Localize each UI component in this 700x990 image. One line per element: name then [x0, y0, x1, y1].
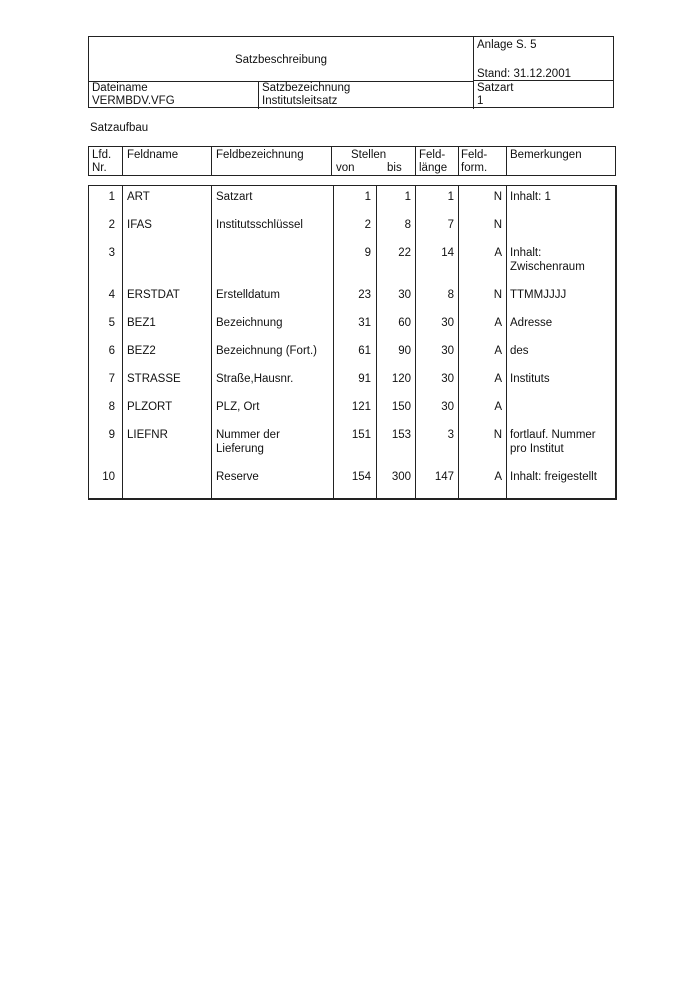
cell-von: 31	[358, 317, 371, 329]
divider	[211, 147, 212, 175]
cell-feldname: BEZ1	[127, 317, 156, 329]
divider	[376, 186, 377, 498]
cell-nr: 4	[108, 289, 115, 301]
cell-feldname: BEZ2	[127, 345, 156, 357]
cell-bemerkungen: des	[510, 345, 529, 357]
column-header	[88, 146, 616, 176]
col-feldform-2: form.	[461, 162, 488, 174]
cell-feldbezeichnung: Bezeichnung	[216, 317, 283, 329]
cell-von: 23	[358, 289, 371, 301]
cell-nr: 6	[108, 345, 115, 357]
cell-feldbezeichnung: Institutsschlüssel	[216, 219, 303, 231]
cell-von: 1	[364, 191, 371, 203]
col-bis: bis	[387, 162, 402, 174]
divider	[506, 186, 507, 498]
cell-feldlaenge: 147	[434, 471, 454, 483]
cell-feldname: LIEFNR	[127, 429, 168, 441]
satzart-label: Satzart	[477, 82, 514, 94]
cell-feldlaenge: 30	[441, 317, 454, 329]
satzart-value: 1	[477, 95, 484, 107]
cell-feldlaenge: 14	[441, 247, 454, 259]
cell-feldlaenge: 7	[447, 219, 454, 231]
cell-bemerkungen: Instituts	[510, 373, 550, 385]
divider	[331, 147, 332, 175]
header-box	[88, 36, 614, 108]
cell-feldlaenge: 30	[441, 345, 454, 357]
divider	[122, 147, 123, 175]
cell-feldlaenge: 8	[447, 289, 454, 301]
cell-bis: 90	[398, 345, 411, 357]
data-table	[88, 185, 617, 500]
cell-bis: 30	[398, 289, 411, 301]
cell-bis: 22	[398, 247, 411, 259]
cell-nr: 1	[108, 191, 115, 203]
cell-feldform: N	[493, 429, 502, 441]
cell-feldbezeichnung: Nummer der Lieferung	[216, 429, 280, 455]
cell-feldform: N	[493, 191, 502, 203]
cell-nr: 2	[108, 219, 115, 231]
cell-feldform: A	[494, 401, 502, 413]
cell-von: 61	[358, 345, 371, 357]
divider	[458, 186, 459, 498]
col-feldlaenge: Feld-	[419, 149, 446, 161]
cell-bemerkungen: Inhalt: freigestellt	[510, 471, 597, 483]
divider	[473, 37, 474, 109]
satzbezeichnung-value: Institutsleitsatz	[262, 95, 338, 107]
divider	[506, 147, 507, 175]
cell-feldform: A	[494, 373, 502, 385]
cell-bis: 1	[404, 191, 411, 203]
col-von: von	[336, 162, 355, 174]
cell-feldname: ART	[127, 191, 150, 203]
col-feldlaenge-2: länge	[419, 162, 448, 174]
divider	[122, 186, 123, 498]
cell-feldlaenge: 30	[441, 401, 454, 413]
divider	[415, 186, 416, 498]
divider	[458, 147, 459, 175]
cell-von: 151	[351, 429, 371, 441]
divider	[258, 81, 259, 109]
cell-bemerkungen: Inhalt: 1	[510, 191, 551, 203]
col-feldform: Feld-	[461, 149, 488, 161]
cell-bis: 150	[391, 401, 411, 413]
cell-bemerkungen: TTMMJJJJ	[510, 289, 567, 301]
page-title: Satzbeschreibung	[234, 54, 328, 66]
cell-feldname: IFAS	[127, 219, 152, 231]
cell-feldbezeichnung: Reserve	[216, 471, 259, 483]
col-feldbezeichnung: Feldbezeichnung	[216, 149, 304, 161]
cell-feldform: N	[493, 219, 502, 231]
col-feldname: Feldname	[127, 149, 179, 161]
cell-feldlaenge: 30	[441, 373, 454, 385]
cell-nr: 7	[108, 373, 115, 385]
stand-date: Stand: 31.12.2001	[477, 68, 571, 80]
cell-von: 2	[364, 219, 371, 231]
cell-bemerkungen: Inhalt: Zwischenraum	[510, 247, 585, 273]
cell-feldform: N	[493, 289, 502, 301]
cell-feldbezeichnung: Bezeichnung (Fort.)	[216, 345, 317, 357]
cell-von: 9	[364, 247, 371, 259]
divider	[333, 186, 334, 498]
cell-bemerkungen: Adresse	[510, 317, 553, 329]
cell-nr: 8	[108, 401, 115, 413]
cell-bis: 300	[391, 471, 411, 483]
cell-bis: 8	[404, 219, 411, 231]
cell-feldbezeichnung: Erstelldatum	[216, 289, 280, 301]
col-lfd: Lfd.	[92, 149, 112, 161]
cell-feldform: A	[494, 317, 502, 329]
cell-feldbezeichnung: PLZ, Ort	[216, 401, 260, 413]
cell-bis: 60	[398, 317, 411, 329]
cell-feldname: PLZORT	[127, 401, 173, 413]
dateiname-value: VERMBDV.VFG	[92, 95, 175, 107]
col-nr: Nr.	[92, 162, 107, 174]
cell-feldlaenge: 3	[447, 429, 454, 441]
section-title: Satzaufbau	[90, 122, 149, 134]
cell-feldlaenge: 1	[447, 191, 454, 203]
cell-nr: 3	[108, 247, 115, 259]
col-bemerkungen: Bemerkungen	[510, 149, 582, 161]
cell-von: 121	[351, 401, 371, 413]
anlage-label: Anlage S. 5	[477, 39, 537, 51]
cell-nr: 5	[108, 317, 115, 329]
cell-von: 154	[351, 471, 371, 483]
dateiname-label: Dateiname	[92, 82, 148, 94]
satzbezeichnung-label: Satzbezeichnung	[262, 82, 351, 94]
divider	[211, 186, 212, 498]
cell-von: 91	[358, 373, 371, 385]
cell-feldname: ERSTDAT	[127, 289, 180, 301]
divider	[415, 147, 416, 175]
cell-nr: 10	[102, 471, 115, 483]
cell-bis: 153	[391, 429, 411, 441]
cell-feldbezeichnung: Straße,Hausnr.	[216, 373, 294, 385]
cell-bemerkungen: fortlauf. Nummer pro Institut	[510, 429, 596, 455]
cell-nr: 9	[108, 429, 115, 441]
cell-feldform: A	[494, 247, 502, 259]
cell-feldform: A	[494, 345, 502, 357]
cell-bis: 120	[391, 373, 411, 385]
cell-feldname: STRASSE	[127, 373, 181, 385]
cell-feldbezeichnung: Satzart	[216, 191, 253, 203]
col-stellen: Stellen	[351, 149, 387, 161]
cell-feldform: A	[494, 471, 502, 483]
